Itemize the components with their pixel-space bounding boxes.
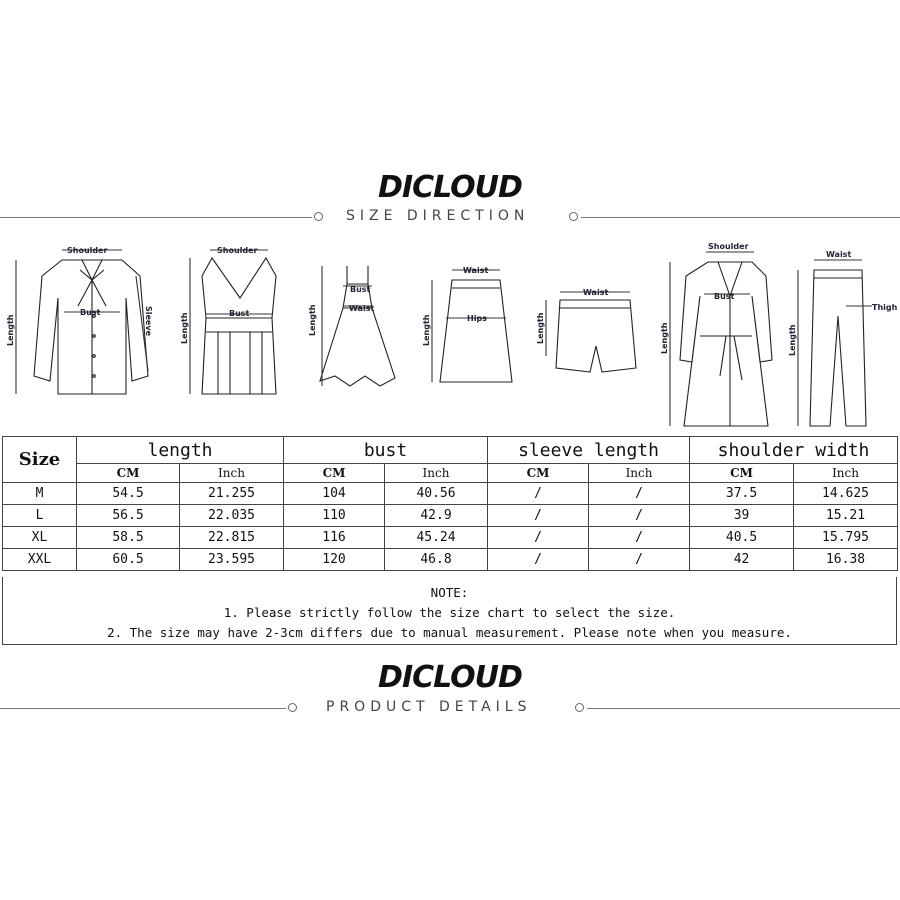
coat-length-label: Length <box>660 322 669 354</box>
value-cell: 23.595 <box>180 549 284 571</box>
value-cell: 42.9 <box>385 505 488 527</box>
value-cell: 39 <box>690 505 794 527</box>
pants-thigh-label: Thigh <box>872 303 898 312</box>
unit-inch: Inch <box>180 464 284 483</box>
dress-length-label: Length <box>308 304 317 336</box>
value-cell: 46.8 <box>385 549 488 571</box>
divider-dot <box>569 212 578 221</box>
value-cell: / <box>589 483 690 505</box>
table-unit-row <box>3 464 898 483</box>
shirt-shoulder-label: Shoulder <box>67 246 108 255</box>
notes-line-2: 2. The size may have 2-3cm differs due to manual measurement. Please note when you measure. <box>107 625 792 640</box>
size-header: Size <box>3 437 77 483</box>
coat-shoulder-label: Shoulder <box>708 242 749 251</box>
size-cell: XXL <box>3 549 77 571</box>
value-cell: / <box>589 527 690 549</box>
table-row <box>3 549 898 571</box>
divider-line <box>0 217 312 218</box>
value-cell: / <box>488 527 589 549</box>
brand-logo: DICLOUD <box>378 170 522 205</box>
pants-waist-label: Waist <box>826 250 852 259</box>
value-cell: 37.5 <box>690 483 794 505</box>
size-cell: XL <box>3 527 77 549</box>
value-cell: 22.815 <box>180 527 284 549</box>
unit-cm: CM <box>77 464 180 483</box>
value-cell: / <box>488 505 589 527</box>
table-row <box>3 527 898 549</box>
shoulder-width-header: shoulder width <box>690 437 898 464</box>
shorts-waist-label: Waist <box>583 288 609 297</box>
dress-bust-label: Bust <box>350 285 371 294</box>
pants-length-label: Length <box>788 324 797 356</box>
vest-length-label: Length <box>180 312 189 344</box>
vest-diagram <box>180 246 276 394</box>
garment-diagrams <box>0 236 900 432</box>
pants-diagram <box>788 250 898 426</box>
dress-waist-label: Waist <box>349 304 375 313</box>
sleeve-length-header: sleeve length <box>488 437 690 464</box>
size-direction-title: SIZE DIRECTION <box>346 208 530 224</box>
value-cell: / <box>589 505 690 527</box>
divider-line <box>0 708 286 709</box>
skirt-hips-label: Hips <box>467 314 487 323</box>
table-row <box>3 505 898 527</box>
divider-dot <box>575 703 584 712</box>
value-cell: 40.56 <box>385 483 488 505</box>
size-cell: M <box>3 483 77 505</box>
table-row <box>3 483 898 505</box>
unit-inch: Inch <box>589 464 690 483</box>
size-cell: L <box>3 505 77 527</box>
value-cell: 116 <box>284 527 385 549</box>
bust-header: bust <box>284 437 488 464</box>
divider-dot <box>314 212 323 221</box>
divider-line <box>581 217 900 218</box>
value-cell: 104 <box>284 483 385 505</box>
skirt-diagram <box>422 266 512 382</box>
size-chart-table <box>2 436 898 571</box>
notes-title: NOTE: <box>430 585 469 600</box>
shirt-length-label: Length <box>6 314 15 346</box>
unit-inch: Inch <box>794 464 898 483</box>
dress-diagram <box>308 266 395 386</box>
value-cell: 56.5 <box>77 505 180 527</box>
value-cell: / <box>488 483 589 505</box>
value-cell: 120 <box>284 549 385 571</box>
size-rows <box>3 483 898 571</box>
value-cell: 22.035 <box>180 505 284 527</box>
value-cell: 21.255 <box>180 483 284 505</box>
divider-line <box>587 708 900 709</box>
shirt-sleeve-label: Sleeve <box>144 306 153 336</box>
value-cell: 110 <box>284 505 385 527</box>
value-cell: 15.21 <box>794 505 898 527</box>
shirt-diagram <box>6 246 153 394</box>
shorts-diagram <box>536 288 636 372</box>
value-cell: 14.625 <box>794 483 898 505</box>
notes-box <box>2 577 897 645</box>
value-cell: 54.5 <box>77 483 180 505</box>
skirt-length-label: Length <box>422 314 431 346</box>
value-cell: 58.5 <box>77 527 180 549</box>
value-cell: / <box>488 549 589 571</box>
unit-cm: CM <box>488 464 589 483</box>
vest-bust-label: Bust <box>229 309 250 318</box>
coat-bust-label: Bust <box>714 292 735 301</box>
size-direction-header <box>0 208 900 228</box>
vest-shoulder-label: Shoulder <box>217 246 258 255</box>
unit-cm: CM <box>690 464 794 483</box>
length-header: length <box>77 437 284 464</box>
skirt-waist-label: Waist <box>463 266 489 275</box>
value-cell: 42 <box>690 549 794 571</box>
value-cell: 45.24 <box>385 527 488 549</box>
product-details-title: PRODUCT DETAILS <box>326 699 532 715</box>
value-cell: 60.5 <box>77 549 180 571</box>
value-cell: / <box>589 549 690 571</box>
shorts-length-label: Length <box>536 312 545 344</box>
value-cell: 15.795 <box>794 527 898 549</box>
shirt-bust-label: Bust <box>80 308 101 317</box>
divider-dot <box>288 703 297 712</box>
coat-diagram <box>660 242 772 426</box>
value-cell: 40.5 <box>690 527 794 549</box>
product-details-header <box>0 699 900 719</box>
table-header-row <box>3 437 898 464</box>
brand-logo: DICLOUD <box>378 660 522 695</box>
unit-cm: CM <box>284 464 385 483</box>
notes-line-1: 1. Please strictly follow the size chart to select the size. <box>223 605 676 620</box>
value-cell: 16.38 <box>794 549 898 571</box>
unit-inch: Inch <box>385 464 488 483</box>
